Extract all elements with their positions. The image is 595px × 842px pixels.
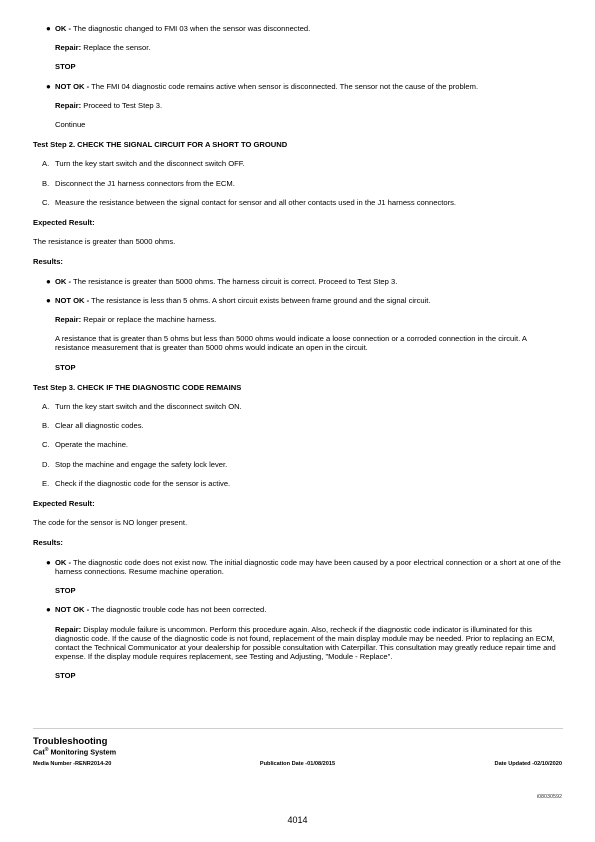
step-text: Clear all diagnostic codes. [55, 421, 144, 431]
result-ok-step1 [33, 24, 563, 33]
step-letter: A. [42, 159, 50, 169]
repair-label: Repair: [55, 315, 82, 325]
step2-heading: Test Step 2. CHECK THE SIGNAL CIRCUIT FOR A SHORT TO GROUND [33, 140, 288, 150]
step-letter: C. [42, 440, 50, 450]
repair-text: Proceed to Test Step 3. [83, 100, 163, 110]
footer-subtitle [33, 747, 116, 756]
step-text: Turn the key start switch and the disconnect switch OFF. [55, 159, 245, 169]
repair-label: Repair: [55, 100, 82, 110]
continue-link[interactable]: Continue [55, 120, 86, 130]
repair-label: Repair: [55, 43, 82, 53]
result-ok-step3 [33, 558, 563, 576]
subtitle-rest: Monitoring System [48, 747, 117, 757]
step3-item-d [33, 460, 563, 469]
content-body [33, 24, 563, 681]
result-label: NOT OK - [55, 295, 90, 305]
step-letter: E. [42, 478, 50, 488]
result-ok-step2 [33, 277, 563, 286]
step-text: Check if the diagnostic code for the sensor is active. [55, 478, 231, 488]
step2-item-c [33, 198, 563, 207]
repair-line [33, 101, 563, 110]
result-notok-step3 [33, 605, 563, 614]
result-notok-step2 [33, 296, 563, 305]
result-label: OK - [55, 557, 72, 567]
step-letter: B. [42, 178, 50, 188]
result-text: The diagnostic changed to FMI 03 when the sensor was disconnected. [73, 24, 311, 33]
result-text: The diagnostic trouble code has not been corrected. [91, 605, 267, 615]
step2-item-a [33, 159, 563, 168]
results-heading: Results: [33, 257, 63, 267]
expected-result-heading: Expected Result: [33, 218, 95, 228]
result-label: OK - [55, 276, 72, 286]
step3-item-e [33, 479, 563, 488]
step-letter: B. [42, 421, 50, 431]
step-letter: D. [42, 459, 50, 469]
step-letter: A. [42, 402, 50, 412]
document-id: i08030592 [536, 794, 562, 800]
footer-divider [33, 728, 563, 729]
result-label: OK - [55, 24, 72, 33]
result-text: The resistance is less than 5 ohms. A short circuit exists between frame ground and the signal circuit. [91, 295, 431, 305]
step-text: Operate the machine. [55, 440, 129, 450]
result-label: NOT OK - [55, 81, 90, 91]
bullet-icon: ● [46, 276, 51, 286]
step3-item-b [33, 421, 563, 430]
step3-item-a [33, 402, 563, 411]
bullet-icon: ● [46, 295, 51, 305]
bullet-icon: ● [46, 605, 51, 615]
repair-text: Replace the sensor. [83, 43, 151, 53]
stop-label: STOP [55, 671, 76, 681]
repair-label: Repair: [55, 624, 82, 634]
step-letter: C. [42, 197, 50, 207]
expected-result-heading: Expected Result: [33, 499, 95, 509]
repair-text: Display module failure is uncommon. Perform this procedure again. Also, recheck if the diagnostic code indicator is illuminated for this diagnostic code. If the cause of the diagnostic code is not found, replacement of the main display module may be needed. Prior to replacing an ECM, contact the Technical Communicator at your dealership for possible consultation with Caterpillar. This consultation may greatly reduce repair time and expense. If the display module requires replacement, see Testing and Adjusting, "Module - Replace". [55, 624, 556, 662]
stop-label: STOP [55, 362, 76, 372]
subtitle-brand: Cat [33, 747, 45, 757]
repair-line [33, 43, 563, 52]
step-text: Turn the key start switch and the disconnect switch ON. [55, 402, 242, 412]
step2-item-b [33, 179, 563, 188]
results-heading: Results: [33, 538, 63, 548]
step-text: Stop the machine and engage the safety lock lever. [55, 459, 228, 469]
publication-date: Publication Date -01/08/2015 [259, 761, 336, 767]
repair-line [33, 625, 563, 662]
expected-result-text: The code for the sensor is NO longer present. [33, 518, 188, 528]
media-number: Media Number -RENR2014-20 [33, 761, 112, 767]
result-text: The resistance is greater than 5000 ohms. The harness circuit is correct. Proceed to Test Step 3. [73, 276, 398, 286]
result-label: NOT OK - [55, 605, 90, 615]
repair-text: Repair or replace the machine harness. [83, 315, 217, 325]
bullet-icon: ● [46, 557, 51, 567]
resistance-note: A resistance that is greater than 5 ohms but less than 5000 ohms would indicate a loose connection or a corroded connection in the circuit. A resistance measurement that is greater than 5000 ohms would indicate an open in the circuit. [55, 334, 527, 353]
result-text: The diagnostic code does not exist now. The initial diagnostic code may have been caused by a poor electrical connection or a short at one of the harness connections. Resume machine operation. [55, 557, 561, 576]
footer-title: Troubleshooting [33, 736, 108, 747]
expected-result-text: The resistance is greater than 5000 ohms. [33, 237, 176, 247]
step-text: Measure the resistance between the signal contact for sensor and all other contacts used in the J1 harness connectors. [55, 197, 457, 207]
result-notok-step1 [33, 82, 563, 91]
step3-item-c [33, 440, 563, 449]
bullet-icon: ● [46, 24, 51, 33]
stop-label: STOP [55, 62, 76, 72]
date-updated: Date Updated -02/10/2020 [494, 761, 562, 767]
result-text: The FMI 04 diagnostic code remains active when sensor is disconnected. The sensor not the cause of the problem. [91, 81, 479, 91]
step-text: Disconnect the J1 harness connectors from the ECM. [55, 178, 235, 188]
step3-heading: Test Step 3. CHECK IF THE DIAGNOSTIC CODE REMAINS [33, 382, 242, 392]
repair-line [33, 315, 563, 324]
bullet-icon: ● [46, 81, 51, 91]
page-number: 4014 [287, 815, 308, 825]
stop-label: STOP [55, 586, 76, 596]
registered-mark: ® [44, 747, 49, 753]
